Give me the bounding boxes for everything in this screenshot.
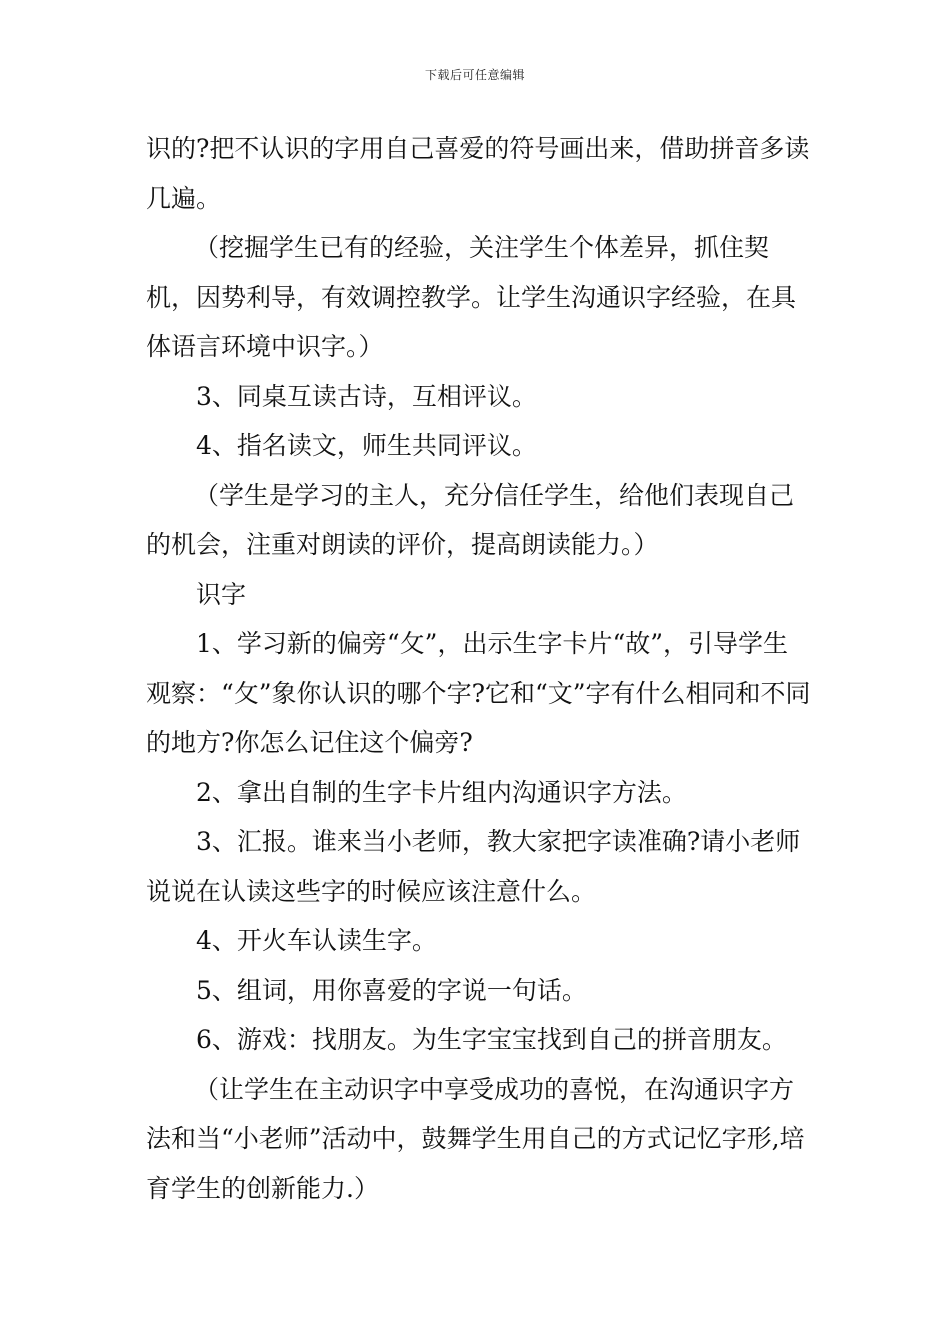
paragraph-7: 1、学习新的偏旁“攵”，出示生字卡片“故”，引导学生观察：“攵”象你认识的哪个字?它和“文”字有什么相同和不同的地方?你怎么记住这个偏旁? bbox=[146, 629, 811, 757]
paragraph-10: 4、开火车认读生字。 bbox=[196, 926, 437, 955]
paragraph-11: 5、组词，用你喜爱的字说一句话。 bbox=[196, 975, 587, 1005]
paragraph-3: 3、同桌互读古诗，互相评议。 bbox=[196, 381, 537, 411]
paragraph-4: 4、指名读文，师生共同评议。 bbox=[196, 431, 537, 460]
page-header: 下载后可任意编辑 bbox=[424, 68, 525, 82]
paragraph-8: 2、拿出自制的生字卡片组内沟通识字方法。 bbox=[196, 777, 687, 807]
paragraph-12: 6、游戏：找朋友。为生字宝宝找到自己的拼音朋友。 bbox=[196, 1025, 787, 1054]
paragraph-9: 3、汇报。谁来当小老师，教大家把字读准确?请小老师说说在认读这些字的时候应该注意什么。 bbox=[146, 827, 801, 906]
section-heading-shizi: 识字 bbox=[196, 579, 247, 609]
paragraph-2: （挖掘学生已有的经验，关注学生个体差异，抓住契机，因势利导，有效调控教学。让学生沟通识字经验，在具体语言环境中识字。） bbox=[146, 233, 797, 361]
paragraph-1: 识的?把不认识的字用自己喜爱的符号画出来，借助拼音多读几遍。 bbox=[146, 134, 810, 213]
paragraph-5: （学生是学习的主人，充分信任学生，给他们表现自己的机会，注重对朗读的评价，提高朗读能力。） bbox=[146, 480, 795, 559]
document-body bbox=[146, 124, 811, 1213]
paragraph-13: （让学生在主动识字中享受成功的喜悦，在沟通识字方法和当“小老师”活动中，鼓舞学生用自己的方式记忆字形,培育学生的创新能力.） bbox=[146, 1074, 805, 1203]
